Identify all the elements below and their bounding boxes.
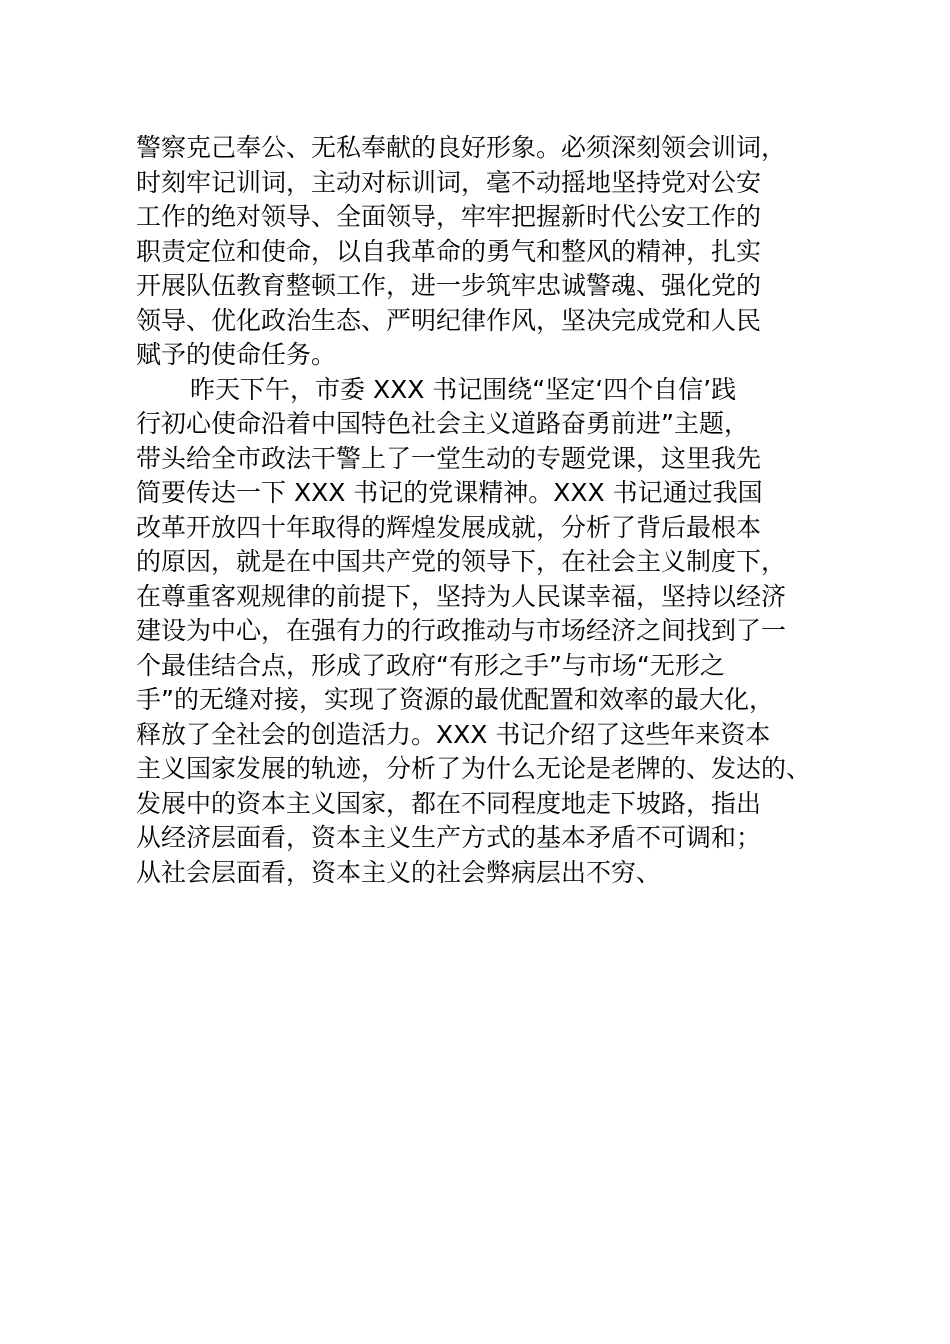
text-line: 手”的无缝对接，实现了资源的最优配置和效率的最大化，	[136, 685, 774, 714]
paragraph-2	[136, 373, 836, 891]
text-line: 个最佳结合点，形成了政府“有形之手”与市场“无形之	[136, 650, 725, 680]
text-line: 昨天下午，市委 XXX 书记围绕“坚定‘四个自信’践	[190, 374, 737, 404]
text-line: 在尊重客观规律的前提下，坚持为人民谋幸福，坚持以经济	[136, 581, 787, 611]
text-line: 领导、优化政治生态、严明纪律作风，坚决完成党和人民	[136, 305, 762, 335]
text-line: 建设为中心，在强有力的行政推动与市场经济之间找到了一	[136, 616, 787, 645]
text-line: 发展中的资本主义国家，都在不同程度地走下坡路，指出	[136, 788, 762, 818]
text-line: 时刻牢记训词，主动对标训词，毫不动摇地坚持党对公安	[136, 167, 762, 197]
text-line: 主义国家发展的轨迹，分析了为什么无论是老牌的、发达的、	[136, 754, 812, 783]
text-line: 从经济层面看，资本主义生产方式的基本矛盾不可调和；	[136, 823, 762, 852]
text-line: 的原因，就是在中国共产党的领导下，在社会主义制度下，	[136, 547, 787, 576]
text-line: 警察克己奉公、无私奉献的良好形象。必须深刻领会训词，	[136, 133, 787, 162]
text-line: 释放了全社会的创造活力。XXX 书记介绍了这些年来资本	[136, 719, 771, 749]
document-body	[136, 131, 836, 890]
text-line: 改革开放四十年取得的辉煌发展成就，分析了背后最根本	[136, 512, 762, 542]
text-line: 带头给全市政法干警上了一堂生动的专题党课，这里我先	[136, 443, 762, 473]
text-line: 行初心使命沿着中国特色社会主义道路奋勇前进”主题，	[136, 409, 749, 438]
paragraph-1	[136, 131, 836, 373]
text-line: 从社会层面看，资本主义的社会弊病层出不穷、	[136, 857, 662, 887]
text-line: 工作的绝对领导、全面领导，牢牢把握新时代公安工作的	[136, 202, 762, 231]
text-line: 简要传达一下 XXX 书记的党课精神。XXX 书记通过我国	[136, 478, 763, 507]
text-line: 赋予的使命任务。	[136, 340, 337, 369]
text-line: 职责定位和使命，以自我革命的勇气和整风的精神，扎实	[136, 236, 762, 266]
text-line: 开展队伍教育整顿工作，进一步筑牢忠诚警魂、强化党的	[136, 271, 762, 300]
